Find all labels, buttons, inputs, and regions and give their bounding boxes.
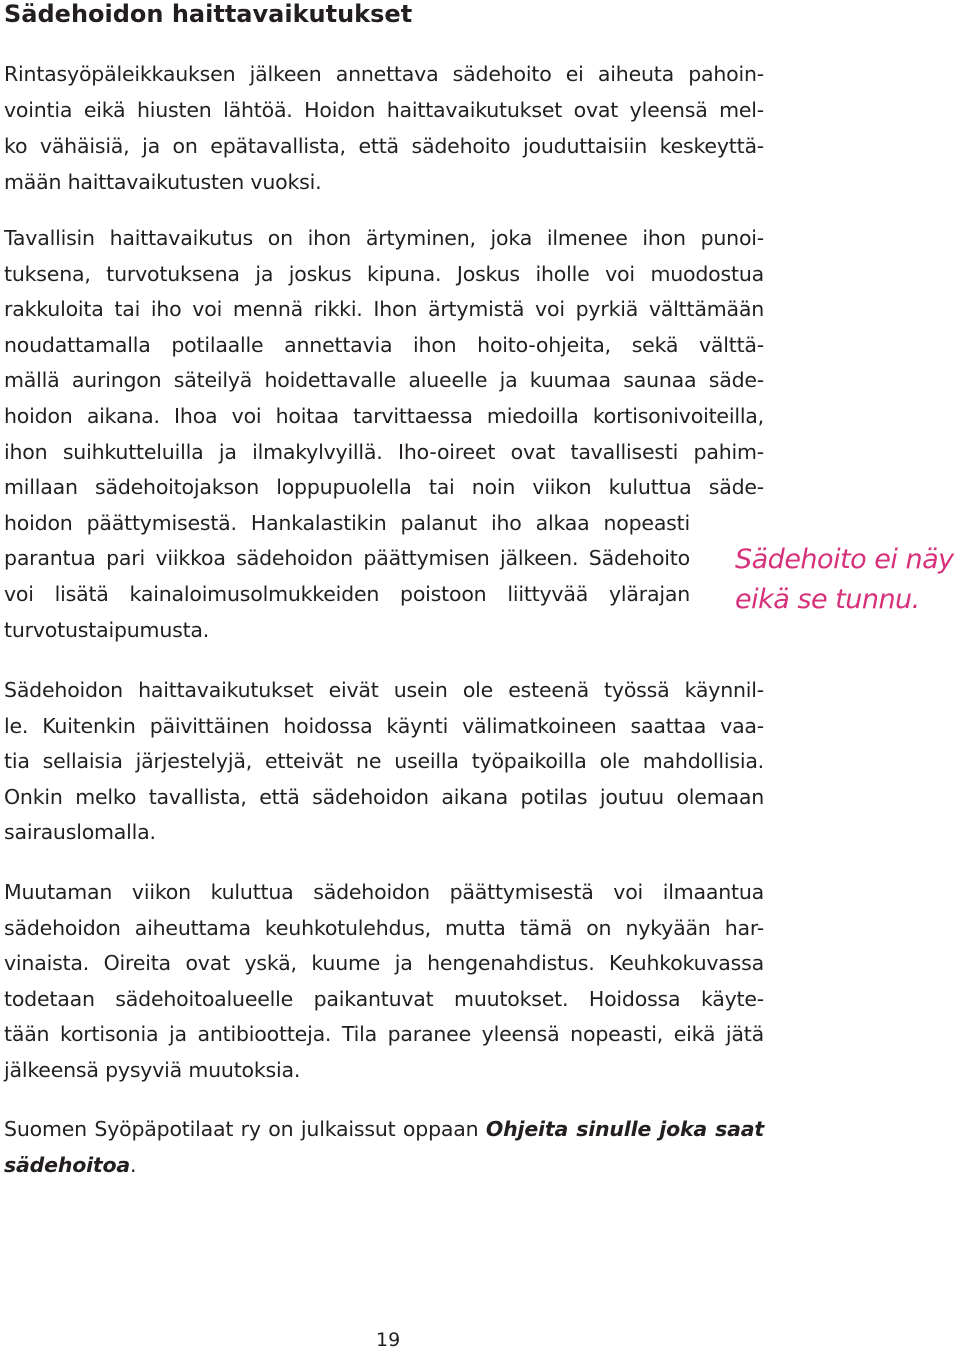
text-line: jälkeensä pysyviä muutoksia. [4, 1057, 301, 1082]
text-line: todetaan sädehoitoalueelle paikantuvat muutokset. Hoidossa käyte- [4, 986, 764, 1011]
pull-quote-line: eikä se tunnu. [735, 584, 920, 615]
text-line: Sädehoidon haittavaikutukset eivät usein ole esteenä työssä käynnil- [4, 678, 764, 702]
text-line [4, 1112, 764, 1148]
text-line: hoidon aikana. Ihoa voi hoitaa tarvittaessa miedoilla kortisonivoiteilla, [4, 403, 764, 428]
paragraph-skin-irritation [4, 221, 804, 648]
text-line: parantua pari viikkoa sädehoidon päättymisen jälkeen. Sädehoito [4, 546, 690, 571]
text-line: le. Kuitenkin päivittäinen hoidossa käynti välimatkoineen saattaa vaa- [4, 713, 764, 738]
text-line: tia sellaisia järjestelyjä, etteivät ne useilla työpaikoilla ole mahdollisia. [4, 749, 764, 774]
paragraph-pneumonitis [4, 875, 804, 1089]
text-line: vinaista. Oireita ovat yskä, kuume ja hengenahdistus. Keuhkokuvassa [4, 951, 764, 976]
text-line: Onkin melko tavallista, että sädehoidon aikana potilas joutuu olemaan [4, 784, 764, 809]
guide-intro-text: Suomen Syöpäpotilaat ry on julkaissut oppaan [4, 1117, 486, 1141]
section-heading: Sädehoidon haittavaikutukset [4, 0, 413, 28]
text-line: turvotustaipumusta. [4, 617, 210, 642]
text-line: ko vähäisiä, ja on epätavallista, että sädehoito jouduttaisiin keskeyttä- [4, 134, 764, 158]
text-line: vointia eikä hiusten lähtöä. Hoidon haittavaikutukset ovat yleensä mel- [4, 98, 764, 122]
sentence-end: . [130, 1152, 137, 1177]
text-line: Muutaman viikon kuluttua sädehoidon päättymisestä voi ilmaantua [4, 880, 764, 904]
text-line: tään kortisonia ja antibiootteja. Tila paranee yleensä nopeasti, eikä jätä [4, 1022, 764, 1047]
page-number: 19 [376, 1329, 401, 1351]
text-line: sädehoidon aiheuttama keuhkotulehdus, mutta tämä on nykyään har- [4, 915, 764, 940]
text-line: millaan sädehoitojakson loppupuolella tai noin viikon kuluttua säde- [4, 475, 764, 500]
pull-quote-line: Sädehoito ei näy [735, 544, 954, 575]
text-line: rakkuloita tai iho voi mennä rikki. Ihon ärtymistä voi pyrkiä välttämään [4, 297, 764, 322]
text-line: mään haittavaikutusten vuoksi. [4, 170, 322, 194]
paragraph-guide-reference [4, 1112, 804, 1183]
paragraph-intro [4, 56, 804, 200]
text-line [4, 1148, 804, 1184]
paragraph-work [4, 673, 804, 851]
guide-title-end: sädehoitoa [4, 1152, 131, 1177]
text-line: mällä auringon säteilyä hoidettavalle alueelle ja kuumaa saunaa säde- [4, 368, 764, 393]
pull-quote [735, 540, 954, 620]
text-line: hoidon päättymisestä. Hankalastikin palanut iho alkaa nopeasti [4, 510, 690, 535]
text-line: ihon suihkutteluilla ja ilmakylvyillä. Iho-oireet ovat tavallisesti pahim- [4, 439, 764, 464]
text-line: sairauslomalla. [4, 820, 156, 845]
text-line: Rintasyöpäleikkauksen jälkeen annettava sädehoito ei aiheuta pahoin- [4, 62, 764, 86]
text-line: Tavallisin haittavaikutus on ihon ärtyminen, joka ilmenee ihon punoi- [4, 226, 764, 250]
text-line: noudattamalla potilaalle annettavia ihon hoito-ohjeita, sekä välttä- [4, 332, 764, 357]
text-line: voi lisätä kainaloimusolmukkeiden poistoon liittyvää ylärajan [4, 581, 690, 606]
text-line: tuksena, turvotuksena ja joskus kipuna. Joskus iholle voi muodostua [4, 261, 764, 286]
guide-title: Ohjeita sinulle joka saat [485, 1117, 764, 1141]
